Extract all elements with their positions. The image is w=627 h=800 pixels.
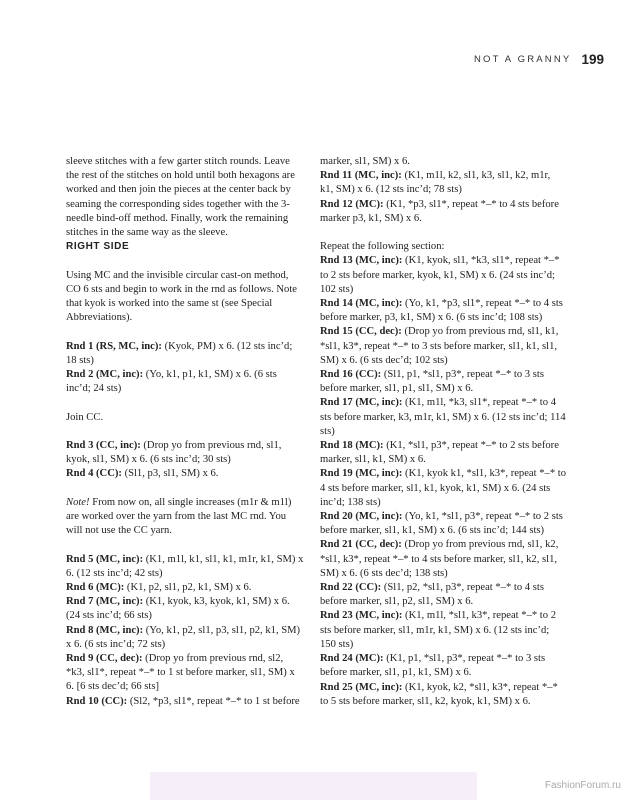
note-label: Note! [66,496,90,508]
paragraph-text: (K1, *p3, sl1*, repeat *–* to 4 sts before marker p3, k1, SM) x 6. [320,198,559,224]
round-label: Rnd 15 (CC, dec): [320,326,402,338]
pattern-round [320,297,566,325]
paragraph-text: (K1, m1l, *sl1, k3*, repeat *–* to 2 sts before marker, sl1, m1r, k1, SM) x 6. (12 sts inc’d; 150 sts) [320,610,556,650]
pattern-round [320,254,566,297]
round-label: Rnd 14 (MC, inc): [320,298,403,310]
round-label: Rnd 4 (CC): [66,468,122,480]
round-label: Rnd 17 (MC, inc): [320,397,403,409]
paragraph-text: (Yo, k1, p2, sl1, p3, sl1, p2, k1, SM) x 6. (6 sts inc’d; 72 sts) [66,624,301,650]
paragraph-text: From now on, all single increases (m1r & m1l) are worked over the yarn from the last MC rnd. You will not use the CC yarn. [66,496,292,537]
paragraph-text: (K1, p1, *sl1, p3*, repeat *–* to 3 sts before marker, sl1, p1, k1, SM) x 6. [320,653,546,679]
round-label: Rnd 19 (MC, inc): [320,468,403,480]
pattern-round [66,624,304,652]
paragraph-text: Using MC and the invisible circular cast-on method, CO 6 sts and begin to work in the rnd as follows. Note that kyok is worked into the same st (see Special Abbreviations). [66,269,297,324]
paragraph-text: (Yo, k1, *sl1, p3*, repeat *–* to 2 sts before marker, sl1, k1, SM) x 6. (6 sts inc’d; 144 sts) [320,511,563,537]
round-label: Rnd 21 (CC, dec): [320,539,402,551]
pattern-round [320,467,566,510]
paragraph-text: (Kyok, PM) x 6. (12 sts inc’d; 18 sts) [66,340,293,366]
paragraph-text: (K1, p2, sl1, p2, k1, SM) x 6. [124,582,252,593]
pattern-round [66,439,304,467]
round-label: Rnd 18 (MC): [320,440,384,452]
pattern-round [320,681,566,709]
paragraph [320,155,566,169]
paragraph-text: (K1, m1l, k1, sl1, k1, m1r, k1, SM) x 6. (12 sts inc’d; 42 sts) [66,553,304,579]
round-label: Rnd 9 (CC, dec): [66,653,143,665]
paragraph-text: (K1, kyok, sl1, *k3, sl1*, repeat *–* to 2 sts before marker, kyok, k1, SM) x 6. (24 sts inc’d; 102 sts) [320,255,560,295]
pattern-round [320,396,566,439]
paragraph-text: marker, sl1, SM) x 6. [320,156,410,167]
paragraph-text: sleeve stitches with a few garter stitch rounds. Leave the rest of the stitches on hold until both hexagons are worked and then join the pieces at the center back by seaming the corresponding sides together with the 3-needle bind-off method. Finally, work the remaining stitches in the same way as the sleeve. [66,156,295,239]
paragraph-text: (Drop yo from previous rnd, sl2, *k3, sl1*, repeat *–* to 1 st before marker, sl1, SM) x 6. [6 sts dec’d; 66 sts] [66,653,295,693]
watermark: FashionForum.ru [544,780,621,791]
paragraph-text: (Sl1, p2, *sl1, p3*, repeat *–* to 4 sts before marker, sl1, p2, sl1, SM) x 6. [320,582,544,608]
pattern-round [320,169,566,197]
round-label: Rnd 5 (MC, inc): [66,553,144,565]
round-label: Rnd 20 (MC, inc): [320,511,403,523]
page-number: 199 [581,51,604,67]
pattern-round [66,368,304,396]
round-label: Rnd 7 (MC, inc): [66,596,144,608]
paragraph [320,240,566,254]
paragraph-text: (K1, *sl1, p3*, repeat *–* to 2 sts before marker, sl1, k1, SM) x 6. [320,440,559,466]
round-label: Rnd 22 (CC): [320,582,382,594]
pattern-round [320,198,566,226]
paragraph-text: (Drop yo from previous rnd, sl1, k2, *sl1, k3*, repeat *–* to 4 sts before marker, sl1, k2, sl1, SM) x 6. (6 sts dec’d; 138 sts) [320,539,559,579]
paragraph-text: (K1, kyok, k2, *sl1, k3*, repeat *–* to 5 sts before marker, sl1, k2, kyok, k1, SM) x 6. [320,681,558,707]
pattern-round [320,510,566,538]
paragraph-text: (Sl1, p1, *sl1, p3*, repeat *–* to 3 sts before marker, sl1, p1, sl1, SM) x 6. [320,369,544,395]
footer-strip [150,772,477,800]
round-label: Rnd 2 (MC, inc): [66,369,144,381]
pattern-round [66,595,304,623]
round-label: Rnd 23 (MC, inc): [320,610,403,622]
page-header [0,50,604,68]
paragraph-text: (K1, kyok k1, *sl1, k3*, repeat *–* to 4 sts before marker, sl1, k1, kyok, k1, SM) x 6. (24 sts inc’d; 138 sts) [320,468,566,508]
round-label: Rnd 3 (CC, inc): [66,440,141,451]
paragraph-text: Repeat the following section: [320,241,445,253]
left-column [66,155,304,709]
round-label: Rnd 25 (MC, inc): [320,681,403,693]
paragraph-text: (Drop yo from previous rnd, sl1, k1, *sl1, k3*, repeat *–* to 3 sts before marker, sl1, k1, sl1, SM) x 6. (6 sts dec’d; 102 sts) [320,326,559,366]
paragraph-text: (Yo, k1, p1, k1, SM) x 6. (6 sts inc’d; 24 sts) [66,369,277,395]
paragraph-text: (K1, m1l, k2, sl1, k3, sl1, k2, m1r, k1, SM) x 6. (12 sts inc’d; 78 sts) [320,170,551,196]
pattern-round [66,340,304,368]
paragraph [66,155,304,240]
paragraph-text: (K1, kyok, k3, kyok, k1, SM) x 6. (24 sts inc’d; 66 sts) [66,596,290,622]
round-label: Rnd 13 (MC, inc): [320,255,403,267]
round-label: Rnd 10 (CC): [66,695,128,707]
paragraph-text: (Yo, k1, *p3, sl1*, repeat *–* to 4 sts before marker, p3, k1, SM) x 6. (6 sts inc’d; 108 sts) [320,298,563,324]
round-label: Rnd 8 (MC, inc): [66,624,144,636]
round-label: Rnd 12 (MC): [320,198,384,210]
pattern-round [320,325,566,368]
pattern-round [320,652,566,680]
pattern-round [66,467,304,481]
paragraph-text: (Drop yo from previous rnd, sl1, kyok, sl1, SM) x 6. (6 sts inc’d; 30 sts) [66,440,282,466]
pattern-round [66,553,304,581]
paragraph [66,411,304,425]
paragraph-text: (K1, m1l, *k3, sl1*, repeat *–* to 4 sts before marker, k3, m1r, k1, SM) x 6. (12 sts inc’d; 114 sts) [320,397,566,437]
pattern-round [320,581,566,609]
round-label: Rnd 11 (MC, inc): [320,170,402,182]
pattern-round [320,368,566,396]
running-header-title: NOT A GRANNY [473,53,572,65]
pattern-round [320,538,566,581]
round-label: Rnd 24 (MC): [320,653,384,665]
pattern-round [66,695,304,709]
pattern-round [66,581,304,595]
pattern-round [66,652,304,695]
paragraph-text: Join CC. [66,411,104,423]
section-heading: RIGHT SIDE [66,241,130,253]
paragraph-text: (Sl1, p3, sl1, SM) x 6. [121,468,219,480]
right-column [320,155,566,709]
paragraph-text: (Sl2, *p3, sl1*, repeat *–* to 1 st before [127,695,300,707]
round-label: Rnd 16 (CC): [320,369,382,381]
round-label: Rnd 1 (RS, MC, inc): [66,340,162,352]
paragraph [66,269,304,326]
pattern-round [320,439,566,467]
round-label: Rnd 6 (MC): [66,582,125,593]
paragraph [66,496,304,539]
pattern-round [320,609,566,652]
